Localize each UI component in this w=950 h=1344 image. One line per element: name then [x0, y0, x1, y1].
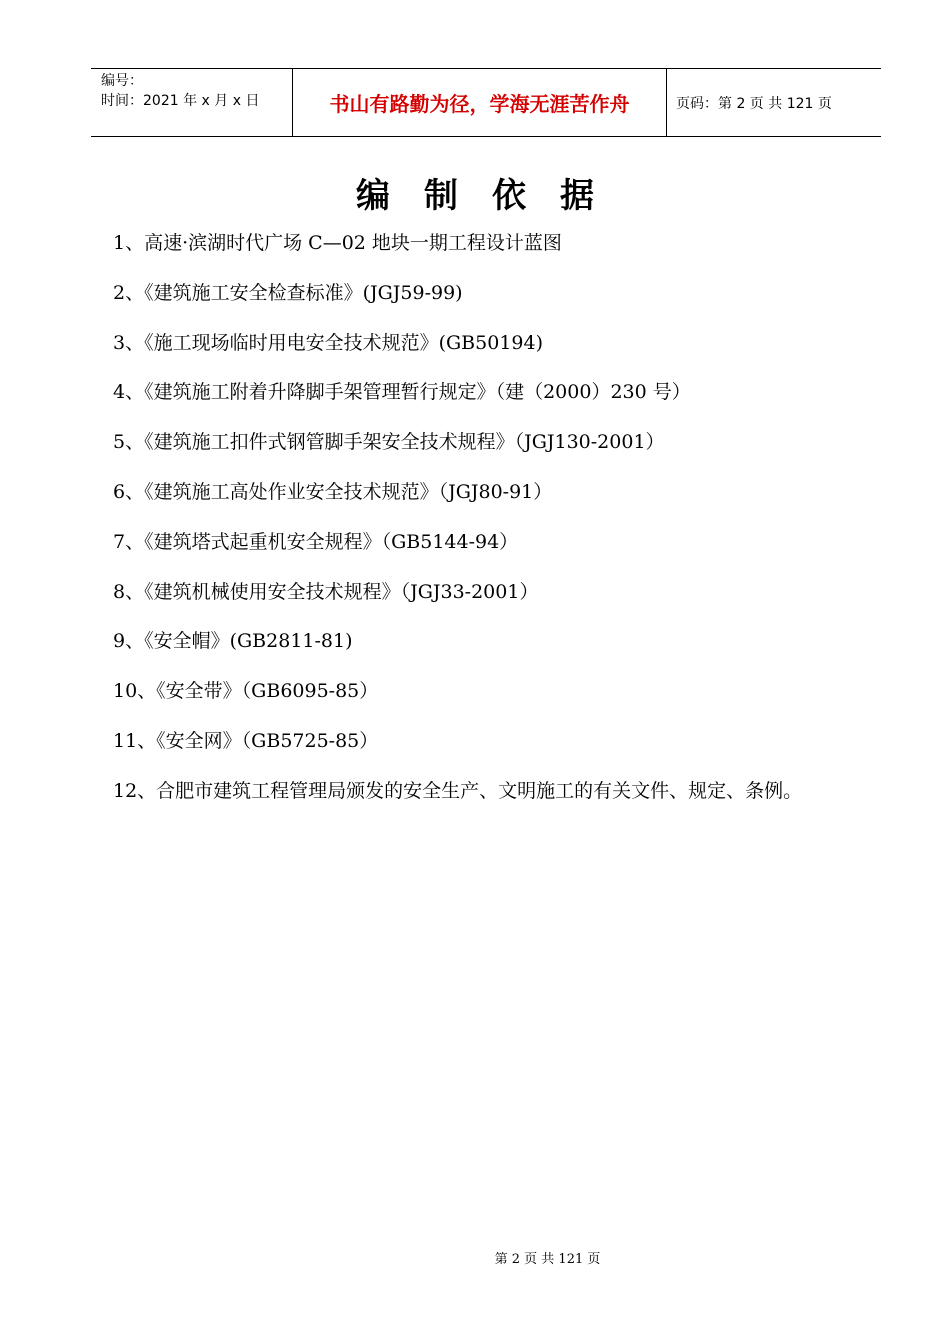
- list-item: 2、《建筑施工安全检查标准》(JGJ59-99): [113, 281, 463, 304]
- basis-list: [113, 219, 858, 817]
- list-item: 9、《安全帽》(GB2811-81): [113, 630, 353, 653]
- list-item: 6、《建筑施工高处作业安全技术规范》（JGJ80-91）: [113, 480, 553, 503]
- time-label: 时间：2021 年 x 月 x 日: [101, 93, 260, 109]
- list-item: 10、《安全带》（GB6095-85）: [113, 680, 379, 703]
- page-footer: 第 2 页 共 121 页: [494, 1252, 601, 1267]
- list-item: 3、《施工现场临时用电安全技术规范》(GB50194): [113, 331, 543, 354]
- list-item: 12、合肥市建筑工程管理局颁发的安全生产、文明施工的有关文件、规定、条例。: [113, 779, 803, 802]
- list-item: 7、《建筑塔式起重机安全规程》（GB5144-94）: [113, 530, 519, 553]
- list-item: 4、《建筑施工附着升降脚手架管理暂行规定》（建（2000）230 号）: [113, 381, 691, 404]
- number-label: 编号：: [101, 73, 143, 89]
- list-item: 1、高速·滨湖时代广场 C—02 地块一期工程设计蓝图: [113, 232, 562, 254]
- page-title: 编制依据: [356, 176, 628, 216]
- list-item: 5、《建筑施工扣件式钢管脚手架安全技术规程》（JGJ130-2001）: [113, 431, 665, 454]
- header-meta: [91, 69, 293, 136]
- header-page-info: 页码：第 2 页 共 121 页: [676, 95, 832, 112]
- document-header: [91, 68, 881, 137]
- header-motto: 书山有路勤为径，学海无涯苦作舟: [293, 69, 667, 136]
- list-item: 8、《建筑机械使用安全技术规程》（JGJ33-2001）: [113, 580, 539, 603]
- list-item: 11、《安全网》（GB5725-85）: [113, 729, 379, 752]
